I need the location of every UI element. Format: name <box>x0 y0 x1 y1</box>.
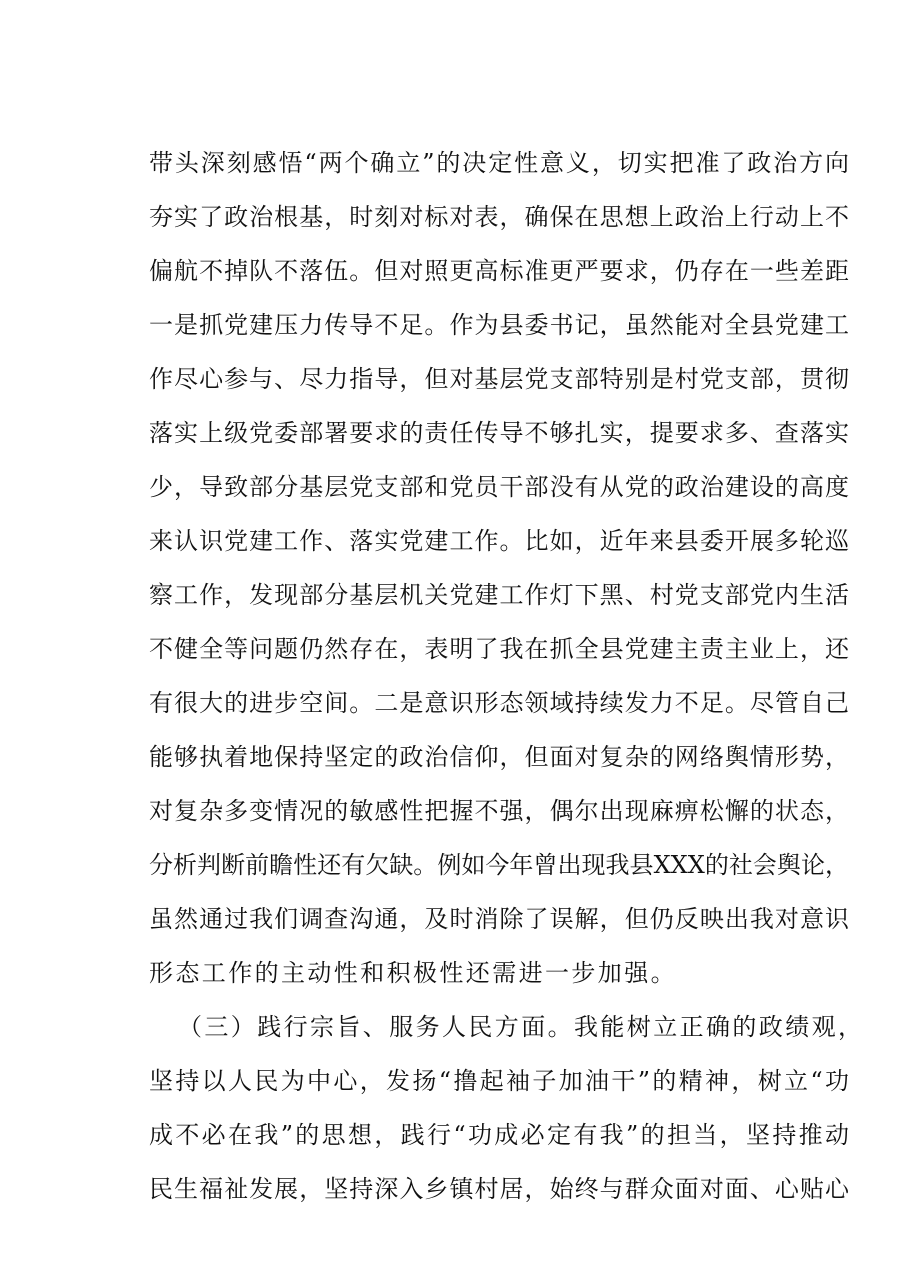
body-text-line: 坚持以人民为中心，发扬“撸起袖子加油干”的精神，树立“功 <box>149 1067 849 1095</box>
body-text-line: 带头深刻感悟“两个确立”的决定性意义，切实把准了政治方向 <box>149 149 849 177</box>
body-text-line: 一是抓党建压力传导不足。作为县委书记，虽然能对全县党建工 <box>149 311 849 339</box>
section-heading-line: （三）践行宗旨、服务人民方面。我能树立正确的政绩观， <box>178 1013 865 1041</box>
body-text-line: 不健全等问题仍然存在，表明了我在抓全县党建主责主业上，还 <box>149 635 849 663</box>
body-text-line: 对复杂多变情况的敏感性把握不强，偶尔出现麻痹松懈的状态， <box>149 797 849 825</box>
body-text-line: 分析判断前瞻性还有欠缺。例如今年曾出现我县XXX的社会舆论， <box>149 851 849 879</box>
body-text-line: 民生福祉发展，坚持深入乡镇村居，始终与群众面对面、心贴心 <box>149 1175 849 1203</box>
body-text-line: 有很大的进步空间。二是意识形态领域持续发力不足。尽管自己 <box>149 689 849 717</box>
body-text-line: 少，导致部分基层党支部和党员干部没有从党的政治建设的高度 <box>149 473 849 501</box>
body-text-line: 能够执着地保持坚定的政治信仰，但面对复杂的网络舆情形势， <box>149 743 849 771</box>
body-text-line: 落实上级党委部署要求的责任传导不够扎实，提要求多、查落实 <box>149 419 849 447</box>
body-text-line: 形态工作的主动性和积极性还需进一步加强。 <box>149 959 677 987</box>
body-text-line: 偏航不掉队不落伍。但对照更高标准更严要求，仍存在一些差距 <box>149 257 849 285</box>
body-text-line: 来认识党建工作、落实党建工作。比如，近年来县委开展多轮巡 <box>149 527 849 555</box>
body-text-line: 察工作，发现部分基层机关党建工作灯下黑、村党支部党内生活 <box>149 581 849 609</box>
body-text-line: 成不必在我”的思想，践行“功成必定有我”的担当，坚持推动 <box>149 1121 849 1149</box>
body-text-line: 夯实了政治根基，时刻对标对表，确保在思想上政治上行动上不 <box>149 203 849 231</box>
body-text-line: 作尽心参与、尽力指导，但对基层党支部特别是村党支部，贯彻 <box>149 365 849 393</box>
body-text-line: 虽然通过我们调查沟通，及时消除了误解，但仍反映出我对意识 <box>149 905 849 933</box>
